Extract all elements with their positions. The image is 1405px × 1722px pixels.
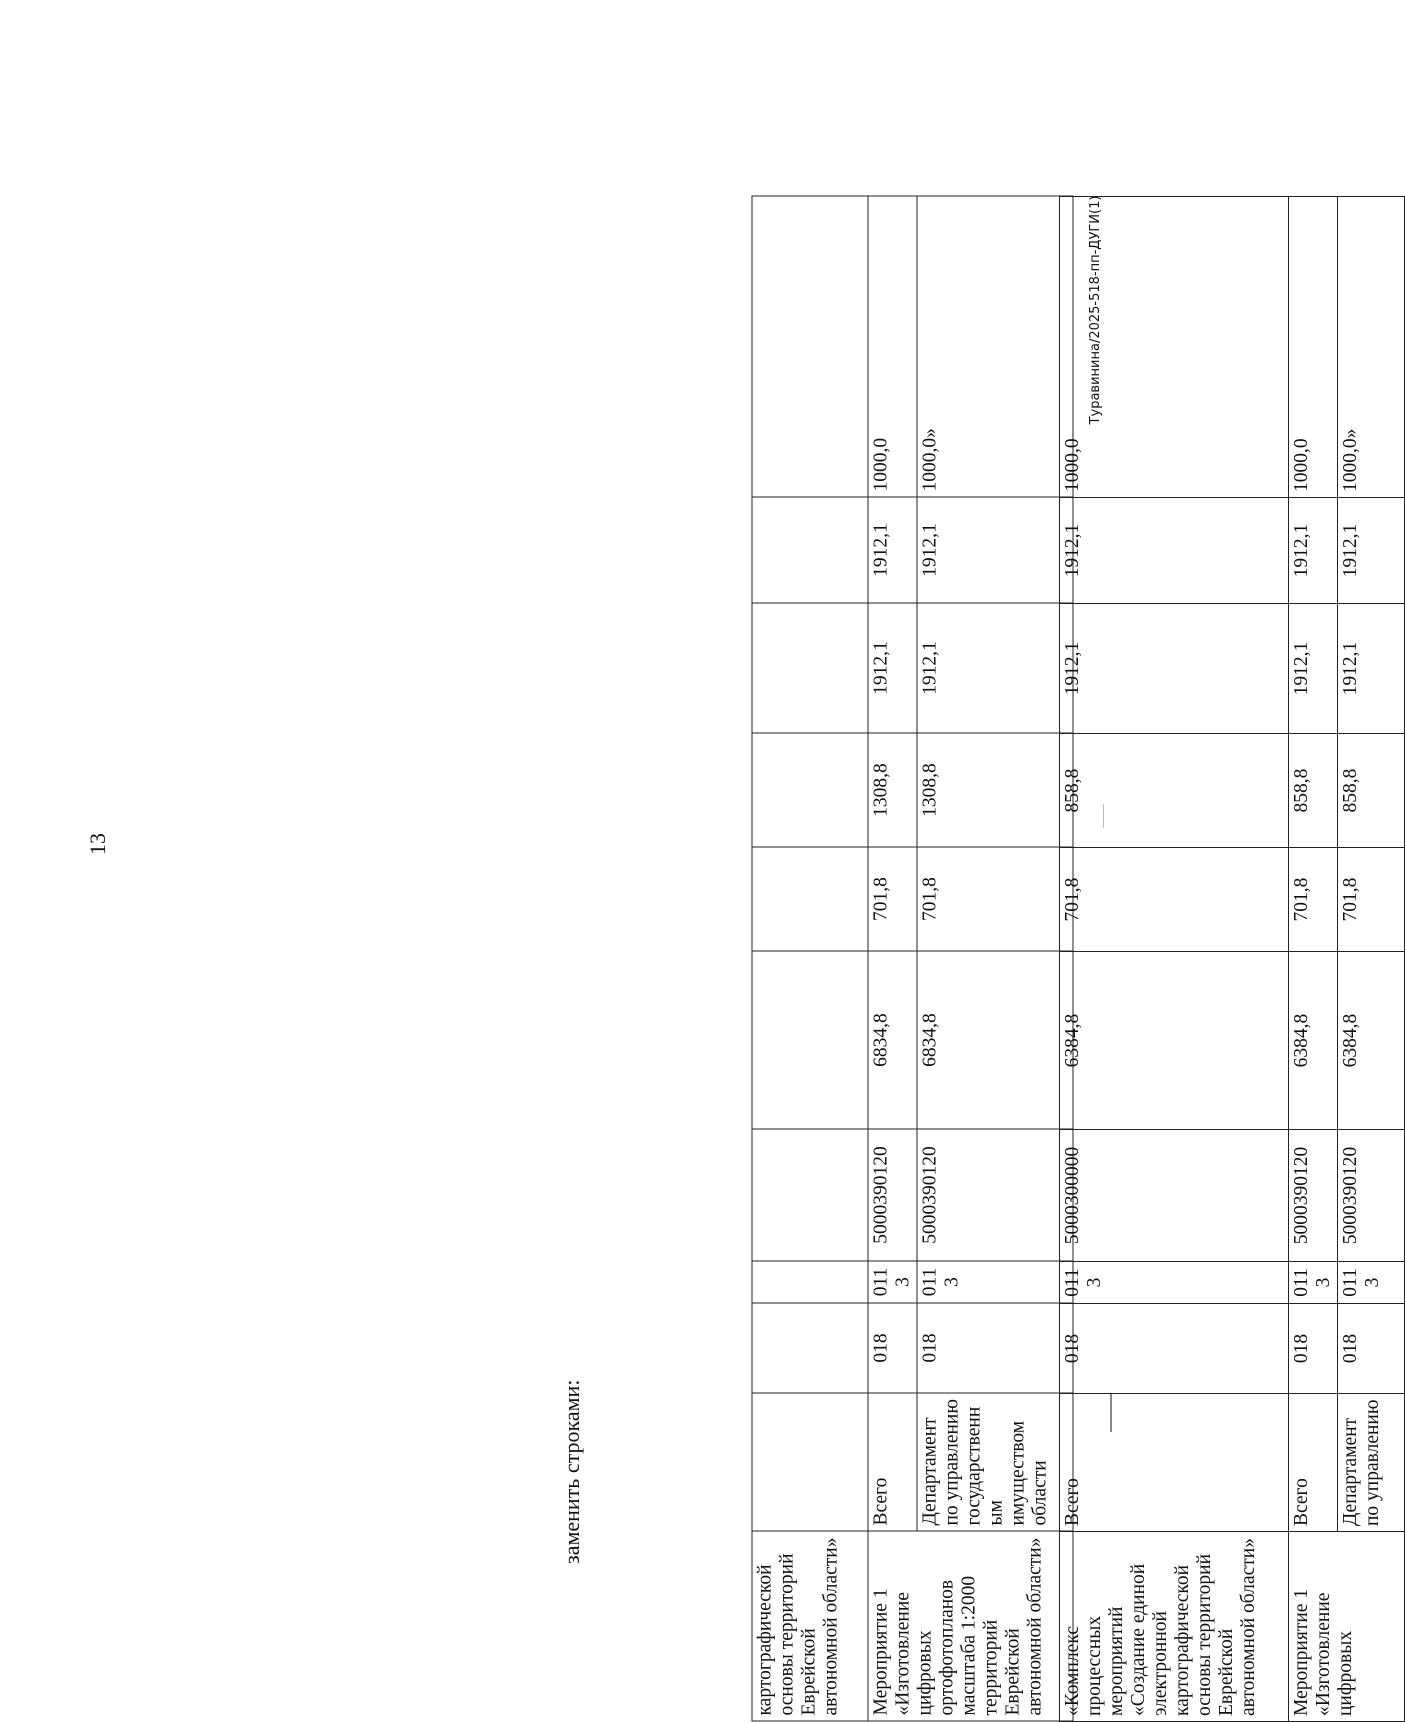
table-cell: 858,8 [1288, 733, 1337, 847]
table-cell: 1912,1 [917, 603, 1073, 733]
table-cell: 018 [1059, 1303, 1288, 1393]
activity-name-cell: Мероприятие 1 «Изготовление цифровых ортофотопланов масштаба 1:2000 территорий Еврейской автономной области» [868, 1531, 1073, 1721]
table-cell [752, 1129, 868, 1261]
table-cell: 1912,1 [1337, 603, 1404, 733]
budget-table-replacement [1059, 197, 1400, 1722]
table-cell: 1912,1 [1288, 497, 1337, 603]
table-cell: Всего [868, 1393, 917, 1531]
table-cell: 5000390120 [917, 1129, 1073, 1261]
table-cell: 858,8 [1059, 733, 1288, 847]
table-cell: Всего [1059, 1393, 1288, 1531]
table-cell: 6834,8 [868, 951, 917, 1129]
table-cell: 0113 [1059, 1261, 1288, 1303]
table-cell: 1912,1 [1059, 497, 1288, 603]
table-cell: 5000300000 [1059, 1129, 1288, 1261]
table-cell: 701,8 [1337, 847, 1404, 951]
replace-instruction: заменить строками: [559, 1379, 584, 1564]
table-cell: 0113 [917, 1261, 1073, 1303]
table-row [868, 196, 917, 1721]
budget-table-original [751, 197, 1069, 1722]
table-cell: 701,8 [1059, 847, 1288, 951]
table-cell: 0113 [1288, 1261, 1337, 1303]
table-cell: 1912,1 [868, 497, 917, 603]
table-cell: 0113 [868, 1261, 917, 1303]
table-cell: Департамент по управлению государственным имуществом области [917, 1393, 1073, 1531]
table-cell: 5000390120 [868, 1129, 917, 1261]
table-cell: 858,8 [1337, 733, 1404, 847]
activity-name-cell: картографической основы территорий Еврейской автономной области» [752, 1531, 868, 1721]
activity-name-cell: «Комплекс процессных мероприятий «Создание единой электронной картографической основы территорий Еврейской автономной области» [1059, 1531, 1288, 1721]
table-cell: 6834,8 [917, 951, 1073, 1129]
table-cell: Департамент по управлению [1337, 1393, 1404, 1531]
scan-mark [1110, 1394, 1112, 1432]
activity-name-cell: Мероприятие 1 «Изготовление цифровых [1288, 1531, 1404, 1721]
page-number: 13 [85, 833, 110, 855]
table-cell: 1000,0 [868, 196, 917, 497]
table-cell: 018 [1337, 1303, 1404, 1393]
table-cell: Всего [1288, 1393, 1337, 1531]
table-cell: 018 [868, 1303, 917, 1393]
table-cell: 701,8 [917, 847, 1073, 951]
table-cell [752, 1303, 868, 1393]
table-cell: 701,8 [1288, 847, 1337, 951]
table-cell: 1912,1 [1288, 603, 1337, 733]
table-cell: 1912,1 [868, 603, 917, 733]
table-cell [752, 1393, 868, 1531]
table-cell [752, 951, 868, 1129]
table-cell: 1000,0 [1288, 196, 1337, 497]
table-cell: 018 [1288, 1303, 1337, 1393]
table-cell [752, 847, 868, 951]
table-cell: 701,8 [868, 847, 917, 951]
table-cell: 1000,0» [1337, 196, 1404, 497]
table-row [1288, 196, 1337, 1721]
table-cell: 1912,1 [1059, 603, 1288, 733]
table-cell: 1000,0» [917, 196, 1073, 497]
table-cell [752, 196, 868, 497]
table-cell: 5000390120 [1288, 1129, 1337, 1261]
table-row [752, 196, 868, 1721]
table-cell: 1308,8 [917, 733, 1073, 847]
table-row [1337, 196, 1404, 1721]
table-cell: 6384,8 [1337, 951, 1404, 1129]
document-id: Туравинина/2025-518-пп-ДУГИ(1) [1088, 195, 1103, 425]
scan-mark [1103, 804, 1104, 828]
table-cell [752, 603, 868, 733]
table-cell: 1308,8 [868, 733, 917, 847]
table-cell [752, 733, 868, 847]
table-cell [752, 1261, 868, 1303]
table-cell: 1912,1 [917, 497, 1073, 603]
table-cell: 6384,8 [1059, 951, 1288, 1129]
table-row [917, 196, 1073, 1721]
table-cell [752, 497, 868, 603]
table-cell: 018 [917, 1303, 1073, 1393]
table-cell: 6384,8 [1288, 951, 1337, 1129]
table-cell: 1000,0 [1059, 196, 1288, 497]
table-cell: 5000390120 [1337, 1129, 1404, 1261]
table-cell: 0113 [1337, 1261, 1404, 1303]
table-cell: 1912,1 [1337, 497, 1404, 603]
